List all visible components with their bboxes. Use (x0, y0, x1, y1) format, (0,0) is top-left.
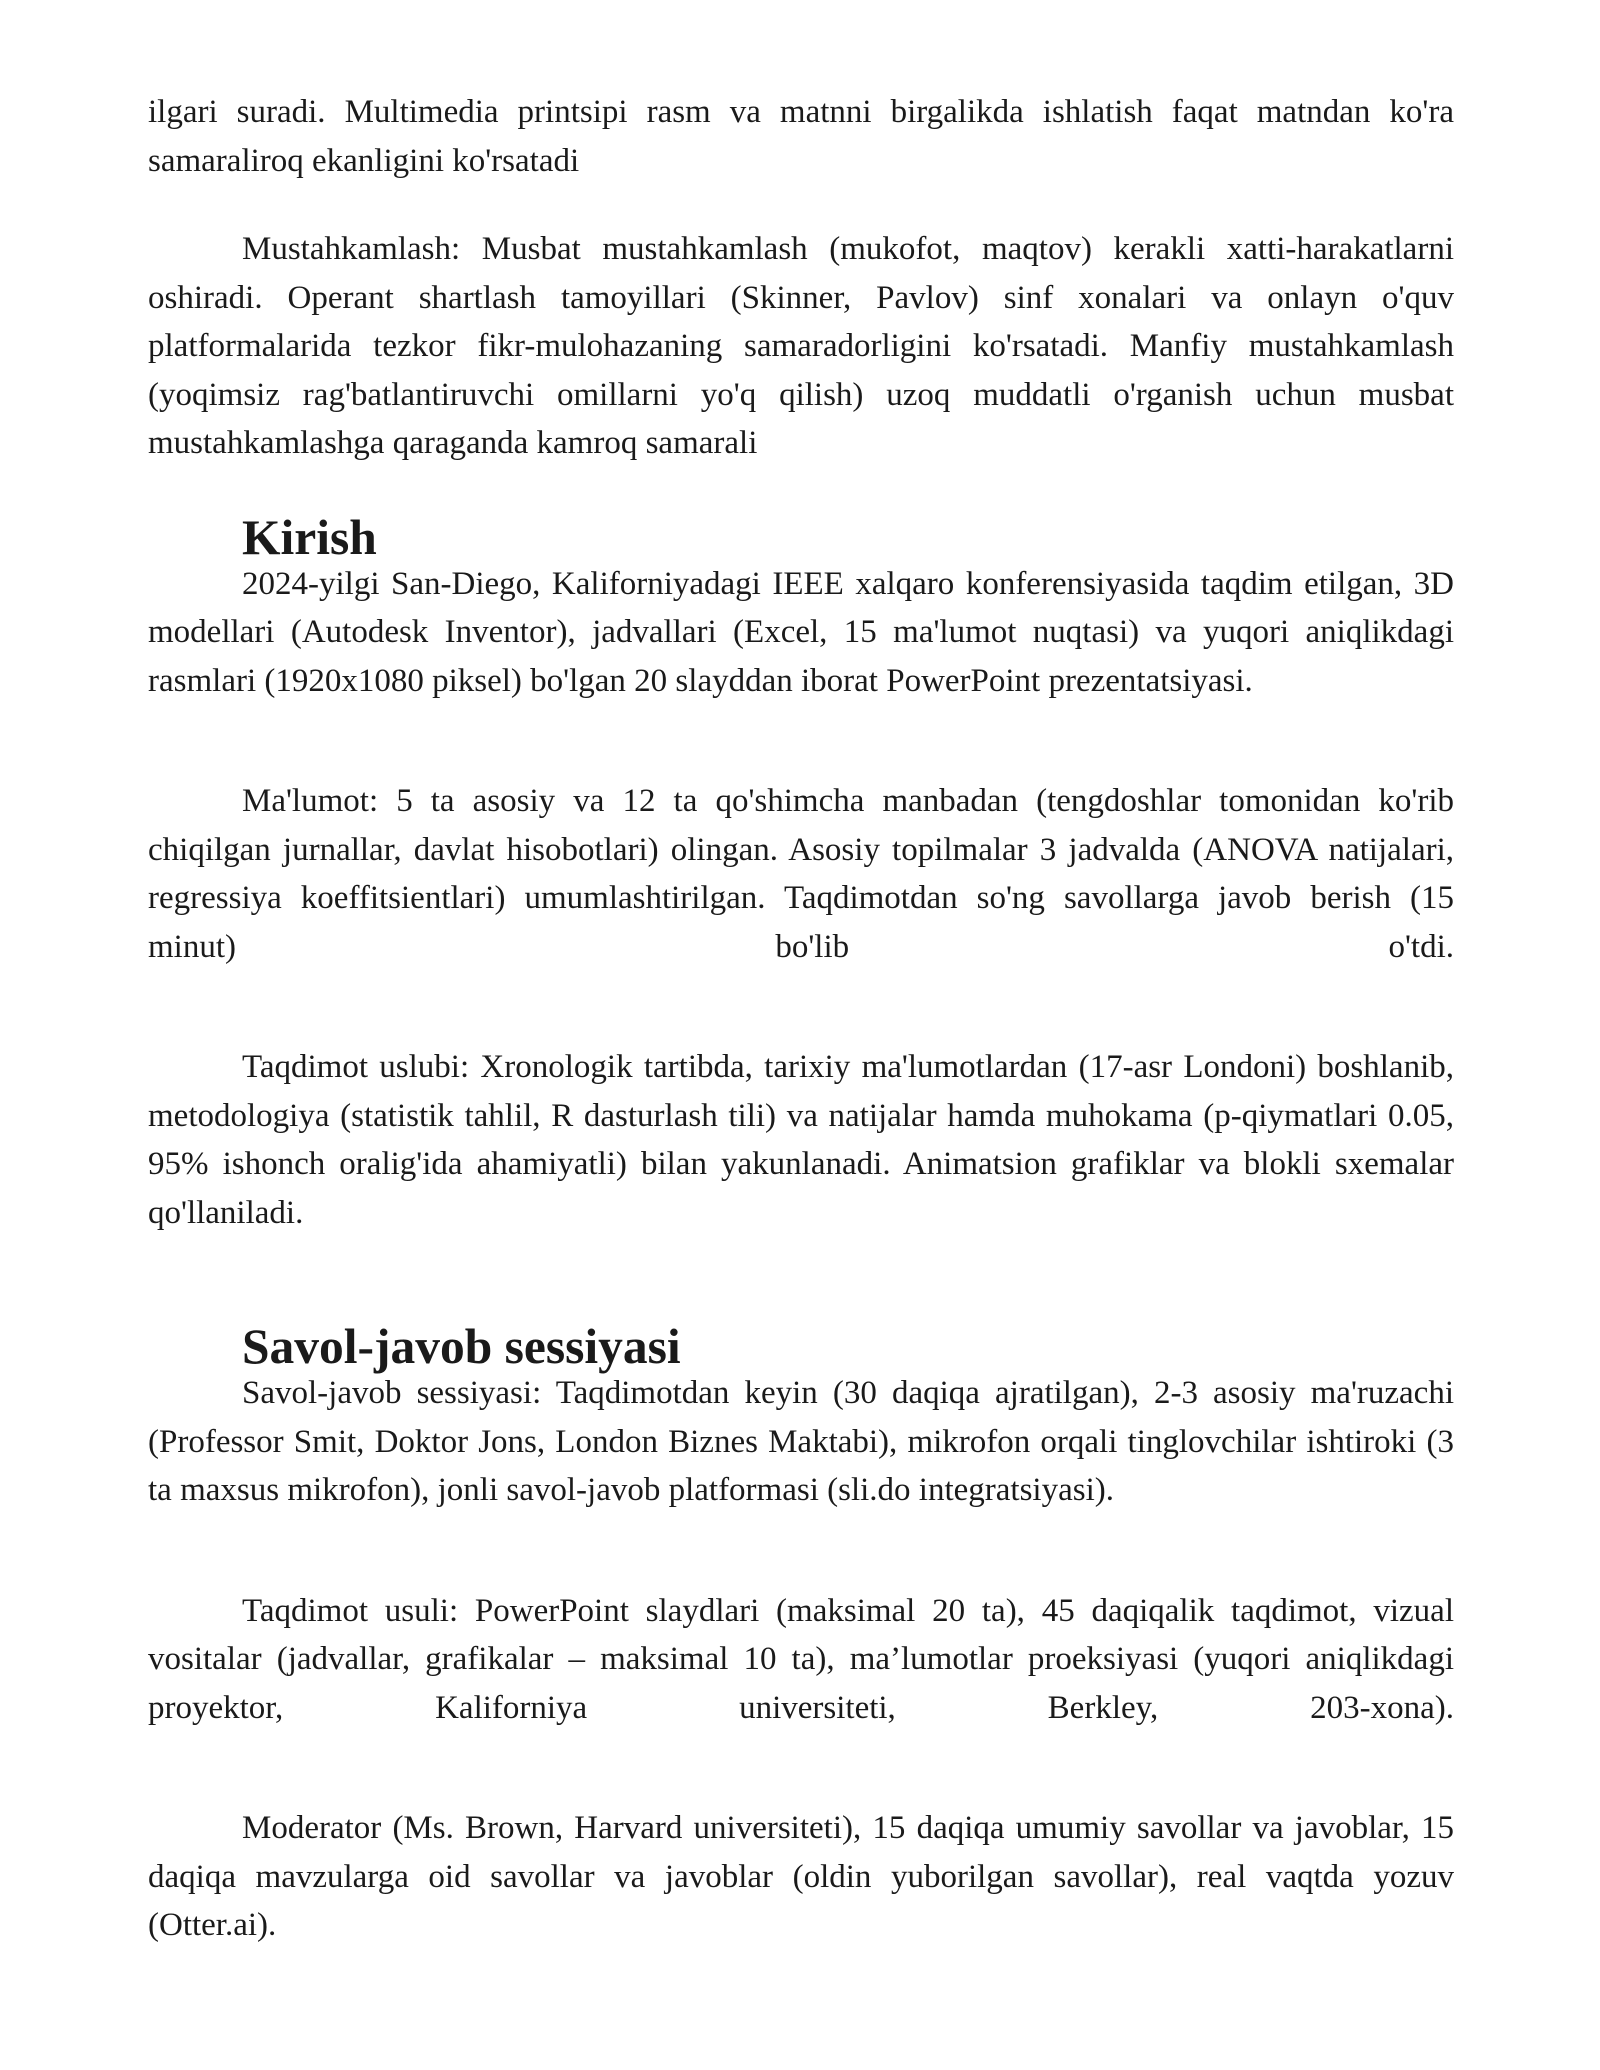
heading-savol-javob: Savol-javob sessiyasi (242, 1319, 681, 1374)
paragraph-multimedia: ilgari suradi. Multimedia printsipi rasm va matnni birgalikda ishlatish faqat matndan ko'ra samaraliroq ekanligini ko'rsatadi (148, 94, 1454, 179)
paragraph-mustahkamlash: Mustahkamlash: Musbat mustahkamlash (mukofot, maqtov) kerakli xatti-harakatlarni oshiradi. Operant shartlash tamoyillari (Skinner, Pavlov) sinf xonalari va onlayn o'quv platformalarida tezkor fikr-mulohazaning samaradorligini ko'rsatadi. Manfiy mustahkamlash (yoqimsiz rag'batlantiruvchi omillarni yo'q qilish) uzoq muddatli o'rganish uchun musbat mustahkamlashga qaraganda kamroq samarali (148, 231, 1454, 461)
paragraph-taqdimot-usuli: Taqdimot usuli: PowerPoint slaydlari (maksimal 20 ta), 45 daqiqalik taqdimot, vizual vositalar (jadvallar, grafikalar – maksimal 10 ta), ma’lumotlar proeksiyasi (yuqori aniqlikdagi proyektor, Kaliforniya universiteti, Berkley, 203-xona). (148, 1592, 1454, 1726)
document-page (148, 88, 1454, 1950)
paragraph-moderator: Moderator (Ms. Brown, Harvard universiteti), 15 daqiqa umumiy savollar va javoblar, 15 daqiqa mavzularga oid savollar va javoblar (oldin yuborilgan savollar), real vaqtda yozuv (Otter.ai). (148, 1810, 1454, 1943)
paragraph-savol-javob: Savol-javob sessiyasi: Taqdimotdan keyin (30 daqiqa ajratilgan), 2-3 asosiy ma'ruzachi (Professor Smit, Doktor Jons, London Biznes Maktabi), mikrofon orqali tinglovchilar ishtiroki (3 ta maxsus mikrofon), jonli savol-javob platformasi (sli.do integratsiyasi). (148, 1375, 1454, 1508)
paragraph-kirish: 2024-yilgi San-Diego, Kaliforniyadagi IEEE xalqaro konferensiyasida taqdim etilgan, 3D modellari (Autodesk Inventor), jadvallari (Excel, 15 ma'lumot nuqtasi) va yuqori aniqlikdagi rasmlari (1920x1080 piksel) bo'lgan 20 slayddan iborat PowerPoint prezentatsiyasi. (148, 565, 1454, 699)
paragraph-malumot: Ma'lumot: 5 ta asosiy va 12 ta qo'shimcha manbadan (tengdoshlar tomonidan ko'rib chiqilgan jurnallar, davlat hisobotlari) olingan. Asosiy topilmalar 3 jadvalda (ANOVA natijalari, regressiya koeffitsientlari) umumlashtirilgan. Taqdimotdan so'ng savollarga javob berish (15 minut) bo'lib o'tdi. (148, 783, 1454, 965)
paragraph-taqdimot-uslubi: Taqdimot uslubi: Xronologik tartibda, tarixiy ma'lumotlardan (17-asr Londoni) boshlanib, metodologiya (statistik tahlil, R dasturlash tili) va natijalar hamda muhokama (p-qiymatlari 0.05, 95% ishonch oralig'ida ahamiyatli) bilan yakunlanadi. Animatsion grafiklar va blokli sxemalar qo'llaniladi. (148, 1049, 1454, 1231)
heading-kirish: Kirish (242, 509, 377, 565)
